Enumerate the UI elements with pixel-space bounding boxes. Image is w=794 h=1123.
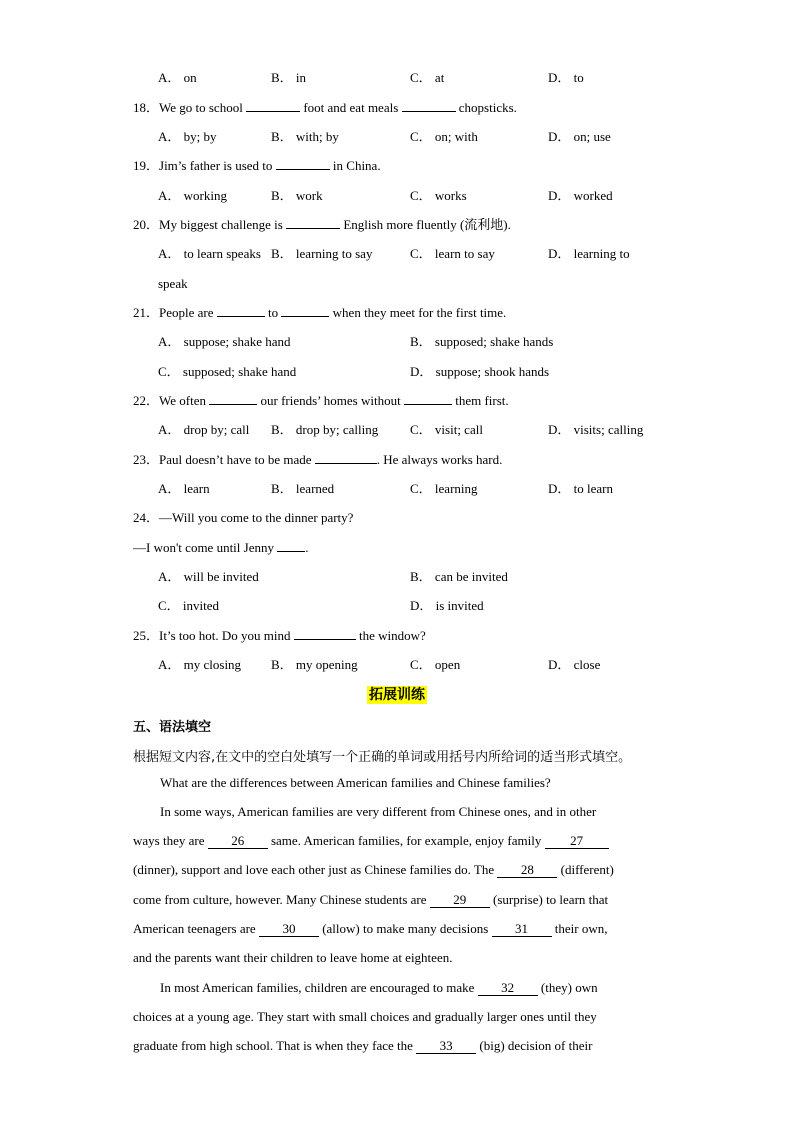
q22-option-d: D． visits; calling <box>548 422 644 437</box>
q21-option-a: A． suppose; shake hand <box>158 334 291 349</box>
q25-option-d: D． close <box>548 657 601 672</box>
q18-option-b: B． with; by <box>271 129 339 144</box>
q19-option-c: C． works <box>410 188 467 203</box>
q20-stem: 20．My biggest challenge is English more fluently (流利地). <box>133 217 511 232</box>
q17-option-b: B． in <box>271 70 307 85</box>
q19-stem: 19．Jim’s father is used to in China. <box>133 158 381 173</box>
blank-26[interactable]: 26 <box>208 834 268 849</box>
q17-option-a: A． on <box>158 70 197 85</box>
q23-option-a: A． learn <box>158 481 210 496</box>
q24-option-d: D． is invited <box>410 598 484 613</box>
q20-option-a-wrap: speak <box>158 276 188 291</box>
q24-reply: —I won't come until Jenny . <box>133 540 309 555</box>
q23-option-b: B． learned <box>271 481 335 496</box>
q25-stem: 25．It’s too hot. Do you mind the window? <box>133 628 426 643</box>
passage-p1-line5: American teenagers are 30 (allow) to make many decisions 31 their own, <box>133 921 608 936</box>
q24-option-a: A． will be invited <box>158 569 259 584</box>
q21-option-d: D． suppose; shook hands <box>410 364 550 379</box>
q22-option-a: A． drop by; call <box>158 422 250 437</box>
q21-option-c: C． supposed; shake hand <box>158 364 297 379</box>
q21-stem: 21．People are to when they meet for the first time. <box>133 305 507 320</box>
q17-option-d: D． to <box>548 70 584 85</box>
passage-p1-line3: (dinner), support and love each other just as Chinese families do. The 28 (different) <box>133 862 614 877</box>
q25-option-b: B． my opening <box>271 657 358 672</box>
q22-option-c: C． visit; call <box>410 422 483 437</box>
passage-title: What are the differences between American families and Chinese families? <box>160 775 551 790</box>
q20-option-d: D． learning to <box>548 246 630 261</box>
q20-option-c: C． learn to say <box>410 246 495 261</box>
blank-33[interactable]: 33 <box>416 1039 476 1054</box>
blank-31[interactable]: 31 <box>492 922 552 937</box>
passage-p1-line6: and the parents want their children to leave home at eighteen. <box>133 950 453 965</box>
blank-27[interactable]: 27 <box>545 834 609 849</box>
q19-option-b: B． work <box>271 188 323 203</box>
q25-option-c: C． open <box>410 657 461 672</box>
q18-option-a: A． by; by <box>158 129 217 144</box>
q17-option-c: C． at <box>410 70 445 85</box>
q24-option-b: B． can be invited <box>410 569 508 584</box>
q18-option-d: D． on; use <box>548 129 611 144</box>
passage-p2-line3: graduate from high school. That is when they face the 33 (big) decision of their <box>133 1038 593 1053</box>
extension-heading: 拓展训练 <box>369 687 425 703</box>
q23-option-d: D． to learn <box>548 481 613 496</box>
blank-30[interactable]: 30 <box>259 922 319 937</box>
blank-32[interactable]: 32 <box>478 981 538 996</box>
passage-p1-line1: In some ways, American families are very different from Chinese ones, and in other <box>160 804 597 819</box>
passage-p1-line4: come from culture, however. Many Chinese students are 29 (surprise) to learn that <box>133 892 609 907</box>
q22-option-b: B． drop by; calling <box>271 422 379 437</box>
blank-28[interactable]: 28 <box>497 863 557 878</box>
passage-p2-line1: In most American families, children are encouraged to make 32 (they) own <box>160 980 598 995</box>
q19-option-a: A． working <box>158 188 227 203</box>
q24-stem: 24．—Will you come to the dinner party? <box>133 510 354 525</box>
q18-stem: 18．We go to school foot and eat meals chopsticks. <box>133 100 517 115</box>
passage-p2-line2: choices at a young age. They start with small choices and gradually larger ones until they <box>133 1009 597 1024</box>
q20-option-a: A． to learn speaks <box>158 246 261 261</box>
q19-option-d: D． worked <box>548 188 613 203</box>
q25-option-a: A． my closing <box>158 657 242 672</box>
q23-option-c: C． learning <box>410 481 478 496</box>
q18-option-c: C． on; with <box>410 129 478 144</box>
q24-option-c: C． invited <box>158 598 220 613</box>
q20-option-b: B． learning to say <box>271 246 373 261</box>
section-title: 五、语法填空 <box>133 720 212 735</box>
q21-option-b: B． supposed; shake hands <box>410 334 554 349</box>
instruction: 根据短文内容,在文中的空白处填写一个正确的单词或用括号内所给词的适当形式填空。 <box>133 750 632 765</box>
passage-p1-line2: ways they are 26 same. American families, for example, enjoy family 27 <box>133 832 609 850</box>
q22-stem: 22．We often our friends’ homes without them first. <box>133 393 509 408</box>
q23-stem: 23．Paul doesn’t have to be made . He always works hard. <box>133 452 503 467</box>
blank-29[interactable]: 29 <box>430 893 490 908</box>
